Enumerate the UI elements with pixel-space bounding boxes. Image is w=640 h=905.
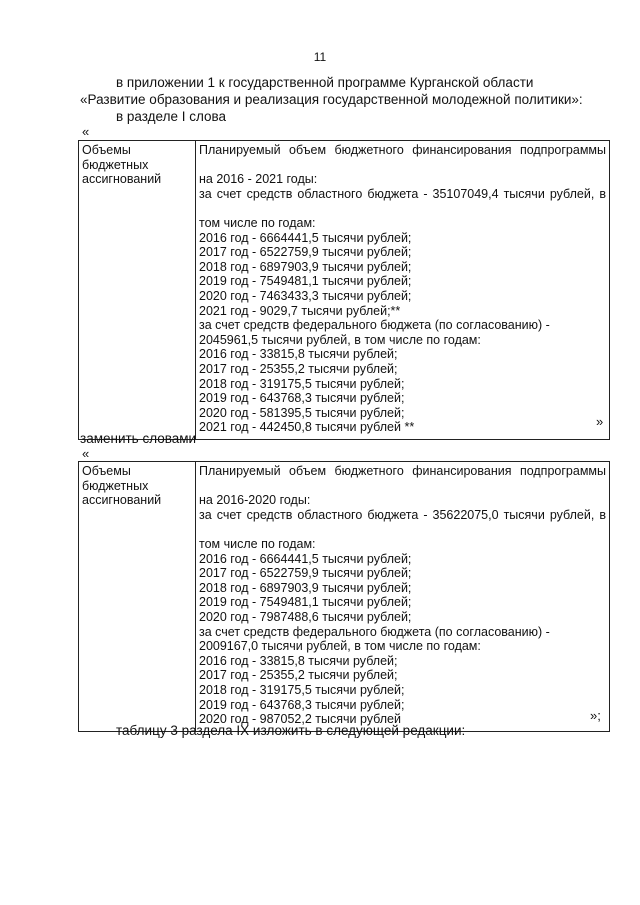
new-label-line: бюджетных	[82, 478, 149, 493]
new-budget-table	[78, 461, 610, 732]
new-content-line: 2016 год - 6664441,5 тысячи рублей;	[199, 551, 412, 566]
old-content-line: 2020 год - 7463433,3 тысячи рублей;	[199, 288, 412, 303]
old-content-line: 2045961,5 тысячи рублей, в том числе по годам:	[199, 332, 481, 347]
close-quote-1: »	[596, 414, 604, 429]
new-label-cell	[79, 462, 196, 732]
new-content-line: 2009167,0 тысячи рублей, в том числе по годам:	[199, 639, 481, 654]
old-content-line: за счет средств федерального бюджета (по согласованию) -	[199, 318, 550, 333]
new-content-line: 2020 год - 987052,2 тысячи рублей	[199, 712, 401, 727]
old-content-line: 2017 год - 6522759,9 тысячи рублей;	[199, 245, 412, 260]
close-quote-2: »;	[590, 708, 601, 723]
old-content-line: 2017 год - 25355,2 тысячи рублей;	[199, 361, 398, 376]
intro-line-2: «Развитие образования и реализация государственной молодежной политики»:	[80, 92, 583, 107]
old-content-line: Планируемый объем бюджетного финансирования подпрограммы	[199, 143, 606, 157]
intro-line-1: в приложении 1 к государственной программе Курганской области	[116, 75, 534, 90]
page-number: 11	[313, 50, 327, 64]
old-budget-table	[78, 140, 610, 440]
old-label-line: бюджетных	[82, 157, 149, 172]
new-content-line: том числе по годам:	[199, 536, 316, 551]
old-content-line: 2020 год - 581395,5 тысячи рублей;	[199, 405, 405, 420]
old-content-line: за счет средств областного бюджета - 35107049,4 тысячи рублей, в	[199, 186, 606, 201]
old-content-line: 2018 год - 319175,5 тысячи рублей;	[199, 376, 405, 391]
old-content-line: 2019 год - 7549481,1 тысячи рублей;	[199, 274, 412, 289]
new-content-line: 2017 год - 25355,2 тысячи рублей;	[199, 668, 398, 683]
old-content-line: на 2016 - 2021 годы:	[199, 172, 318, 187]
new-content-line: 2016 год - 33815,8 тысячи рублей;	[199, 653, 398, 668]
old-content-line: 2021 год - 9029,7 тысячи рублей;**	[199, 303, 401, 318]
old-content-line: 2018 год - 6897903,9 тысячи рублей;	[199, 259, 412, 274]
new-content-line: на 2016-2020 годы:	[199, 493, 311, 508]
new-content-line: 2018 год - 319175,5 тысячи рублей;	[199, 682, 405, 697]
old-content-cell	[196, 141, 610, 440]
old-content-line: 2019 год - 643768,3 тысячи рублей;	[199, 391, 405, 406]
old-label-line: ассигнований	[82, 172, 162, 187]
intro-line-3: в разделе I слова	[116, 109, 227, 124]
new-content-line: за счет средств федерального бюджета (по согласованию) -	[199, 624, 550, 639]
new-label-line: Объемы	[82, 464, 131, 478]
new-content-line: 2017 год - 6522759,9 тысячи рублей;	[199, 566, 412, 581]
new-label-line: ассигнований	[82, 493, 162, 508]
replace-text: заменить словами	[80, 431, 197, 446]
old-content-line: 2016 год - 6664441,5 тысячи рублей;	[199, 230, 412, 245]
open-quote-1: «	[82, 124, 90, 139]
new-content-line: 2019 год - 643768,3 тысячи рублей;	[199, 697, 405, 712]
old-content-line: том числе по годам:	[199, 215, 316, 230]
new-content-line: Планируемый объем бюджетного финансирования подпрограммы	[199, 464, 606, 478]
old-label-cell	[79, 141, 196, 440]
old-content-line: 2016 год - 33815,8 тысячи рублей;	[199, 347, 398, 362]
new-content-line: 2019 год - 7549481,1 тысячи рублей;	[199, 595, 412, 610]
new-content-line: за счет средств областного бюджета - 35622075,0 тысячи рублей, в	[199, 507, 606, 522]
final-instruction: таблицу 3 раздела IX изложить в следующей редакции:	[116, 723, 466, 738]
old-label-line: Объемы	[82, 143, 131, 157]
new-content-line: 2018 год - 6897903,9 тысячи рублей;	[199, 580, 412, 595]
open-quote-2: «	[82, 446, 90, 461]
old-content-line: 2021 год - 442450,8 тысячи рублей **	[199, 420, 415, 435]
new-content-line: 2020 год - 7987488,6 тысячи рублей;	[199, 609, 412, 624]
new-content-cell	[196, 462, 610, 732]
